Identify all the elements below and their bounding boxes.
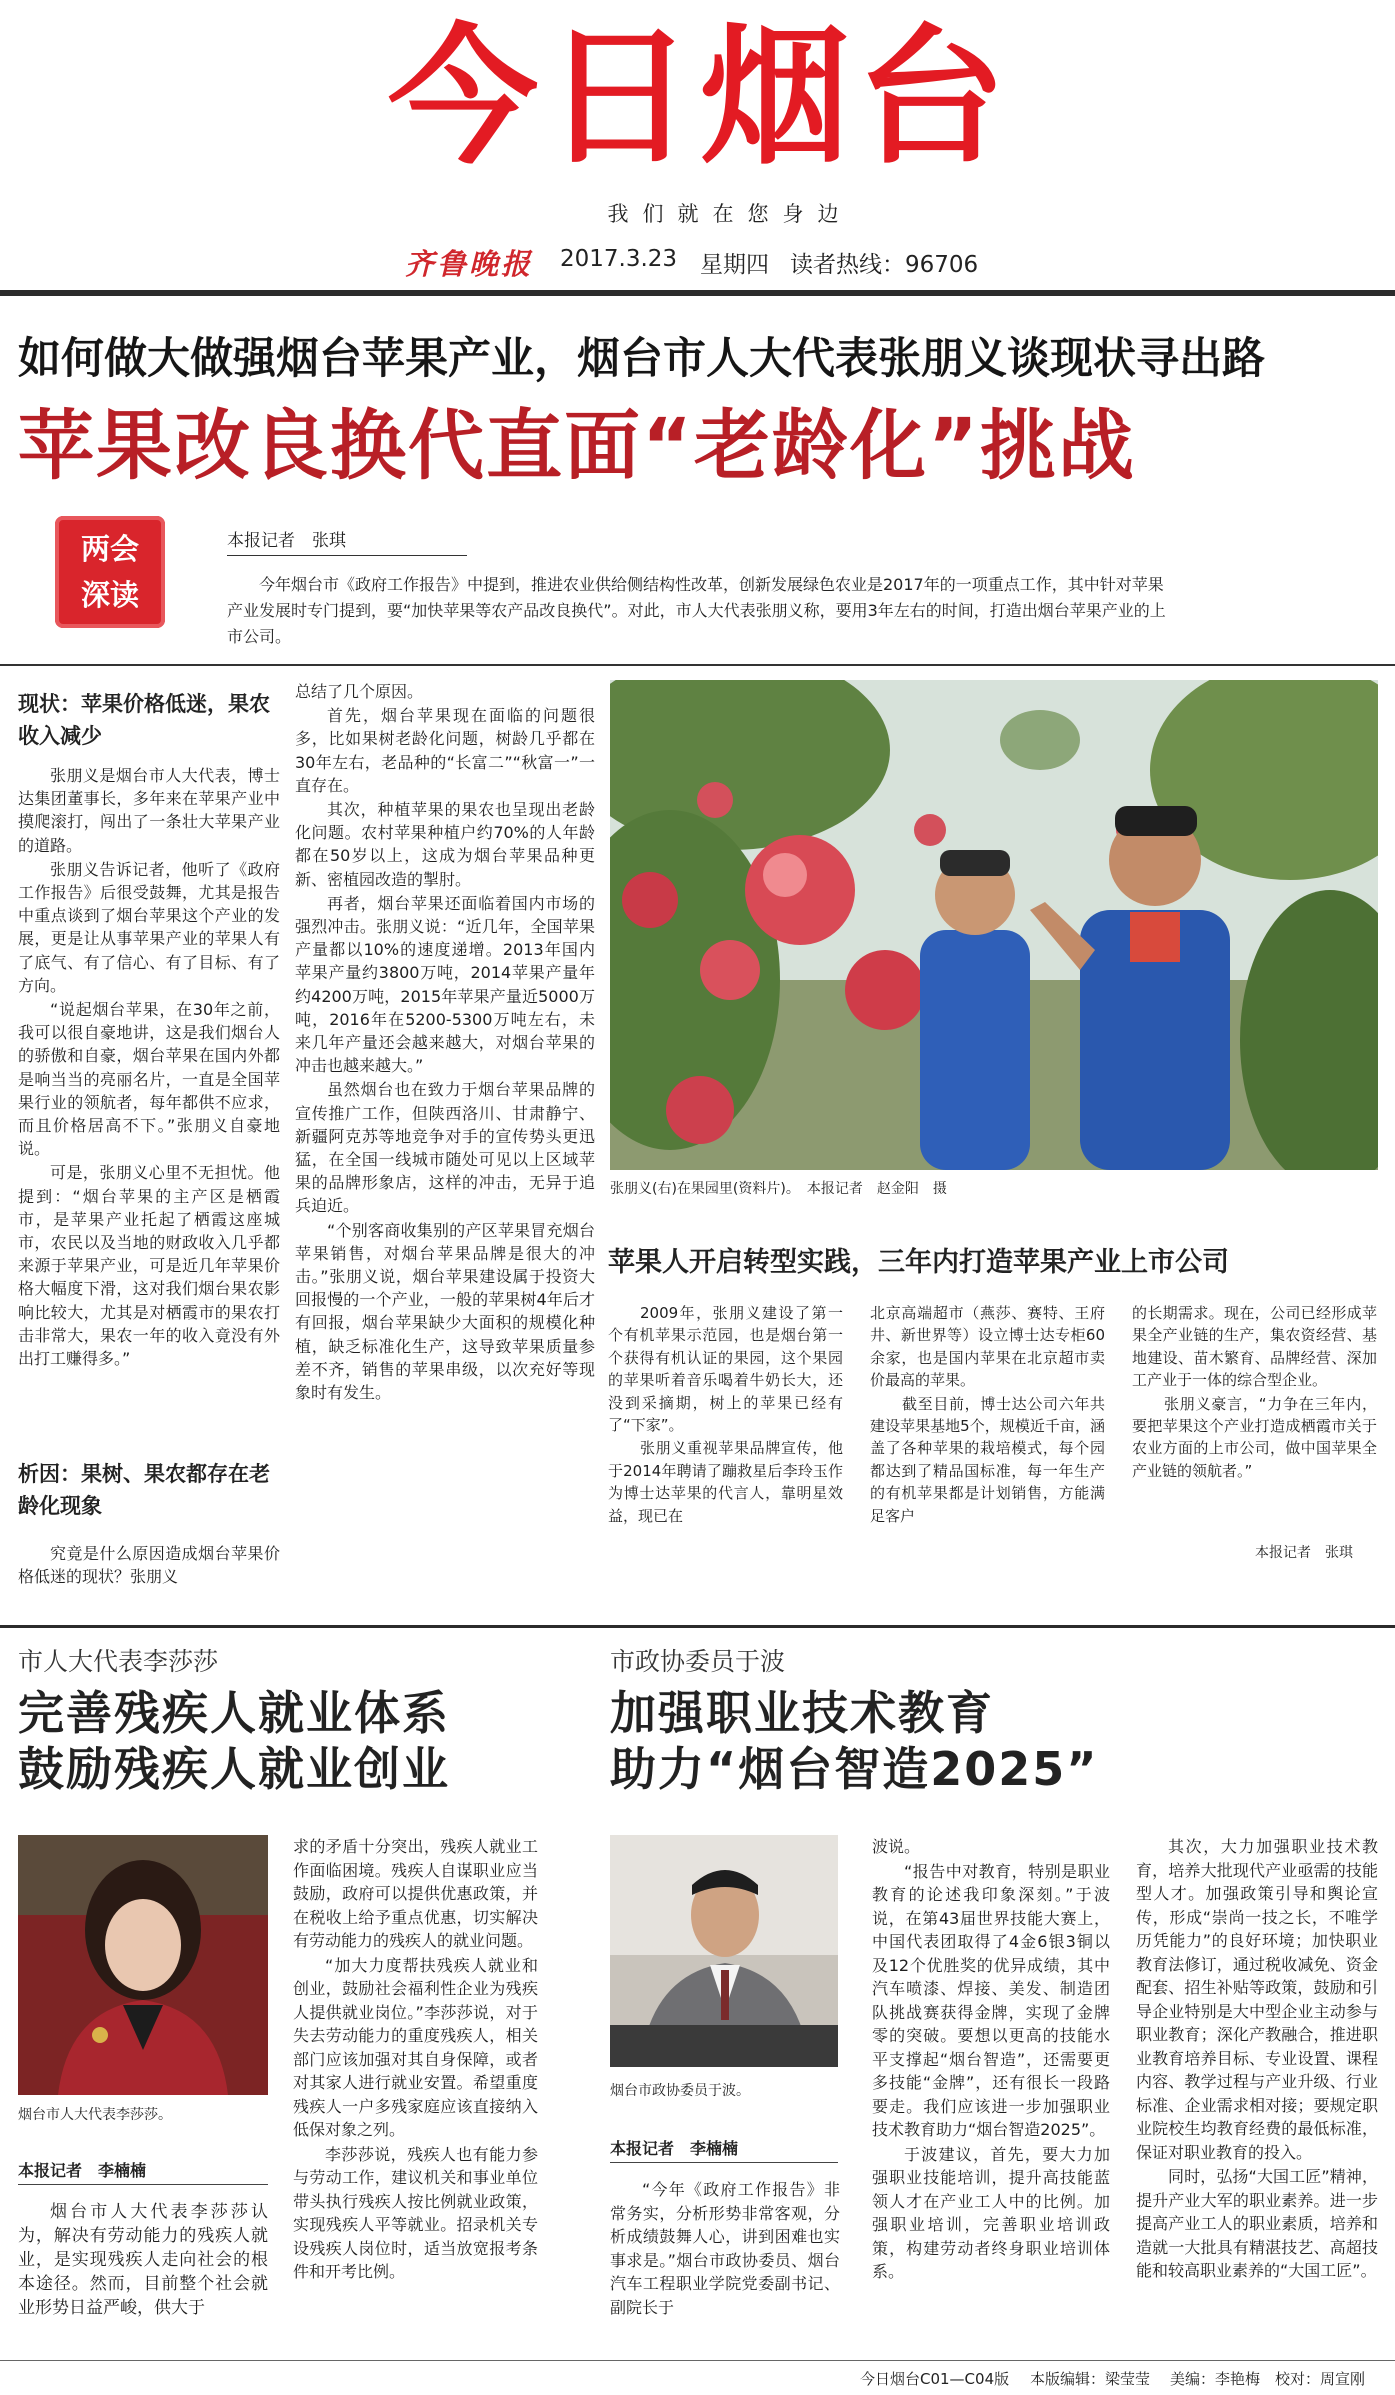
headline-line: 完善残疾人就业体系: [18, 1686, 450, 1740]
paragraph: 张朋义豪言，“力争在三年内，要把苹果这个产业打造成栖霞市关于农业方面的上市公司，做中国苹果全产业链的领航者。”: [1132, 1394, 1377, 1480]
paragraph: 求的矛盾十分突出，残疾人就业工作面临困境。残疾人自谋职业应当鼓励，政府可以提供优惠政策，并在税收上给予重点优惠，切实解决有劳动能力的残疾人的就业问题。: [293, 1837, 538, 1950]
paragraph: “报告中对教育，特别是职业教育的论述我印象深刻。”于波说，在第43届世界技能大赛上，中国代表团取得了4金6银3铜以及12个优胜奖的优异成绩，其中汽车喷漆、焊接、美发、制造团队挑战赛获得金牌，实现了金牌零的突破。要想以更高的技能水平支撑起“烟台智造”，还需要更多技能“金牌”，还有很长一段路要走。我们应该进一步加强职业技术教育助力“烟台智造2025”。: [872, 1861, 1110, 2139]
story-left-byline: 本报记者 李楠楠: [18, 2158, 268, 2185]
paragraph: 究竟是什么原因造成烟台苹果价格低迷的现状？张朋义: [18, 1544, 280, 1587]
story-left-tag: 市人大代表李莎莎: [18, 1647, 219, 1676]
subhead-analysis: 析因：果树、果农都存在老龄化现象: [18, 1462, 270, 1518]
footer-edition: 今日烟台C01—C04版: [860, 2370, 1010, 2388]
masthead: [0, 0, 1395, 300]
paragraph: 北京高端超市（燕莎、赛特、王府井、新世界等）设立博士达专柜60余家，也是国内苹果在北京超市卖价最高的苹果。: [870, 1304, 1105, 1390]
story-left-column-2: [293, 1835, 538, 2285]
story-left-column-1: [18, 2200, 268, 2321]
story-right-tag: 市政协委员于波: [610, 1647, 786, 1676]
issue-weekday: 星期四: [700, 252, 769, 278]
paragraph: 于波建议，首先，要大力加强职业技能培训，提升高技能蓝领人才在产业工人中的比例。加强职业培训，完善职业培训政策，构建劳动者终身职业培训体系。: [872, 2144, 1110, 2281]
lead-intro: 今年烟台市《政府工作报告》中提到，推进农业供给侧结构性改革，创新发展绿色农业是2017年的一项重点工作，其中针对苹果产业发展时专门提到，要“加快苹果等农产品改良换代”。对此，市人大代表张朋义称，要用3年左右的时间，打造出烟台苹果产业的上市公司。: [227, 575, 1166, 646]
parent-paper-name: 齐鲁晚报: [405, 247, 534, 281]
seal-line-1: 两会: [80, 532, 139, 566]
lead-column-3: [608, 1302, 843, 1528]
paragraph: 张朋义重视苹果品牌宣传，他于2014年聘请了蹦救星后李玲玉作为博士达苹果的代言人，靠明星效益，现已在: [608, 1439, 843, 1525]
paragraph: 再者，烟台苹果还面临着国内市场的强烈冲击。张朋义说：“近几年，全国苹果产量都以10%的速度递增。2013年国内苹果产量约3800万吨，2014苹果产量年约4200万吨，2015年苹果产量近5000万吨，2016年在5200-5300万吨左右，未来几年产量还会越来越大，对烟台苹果的冲击也越来越大。”: [295, 893, 595, 1076]
left-photo-caption: 烟台市人大代表李莎莎。: [18, 2107, 172, 2123]
paragraph: 总结了几个原因。: [295, 682, 424, 701]
story-right-byline: 本报记者 李楠楠: [610, 2136, 838, 2163]
paragraph: 截至目前，博士达公司六年共建设苹果基地5个，规模近千亩，涵盖了各种苹果的栽培模式，每个园都达到了精品国标准，每一年生产的有机苹果都是计划销售，方能满足客户: [870, 1394, 1105, 1525]
paragraph: 李莎莎说，残疾人也有能力参与劳动工作，建议机关和事业单位带头执行残疾人按比例就业政策，实现残疾人平等就业。招录机关专设残疾人岗位时，适当放宽报考条件和开考比例。: [293, 2144, 538, 2281]
lead-intro-divider: [0, 664, 1395, 666]
paragraph: 同时，弘扬“大国工匠”精神，提升产业大军的职业素养。进一步提高产业工人的职业素质，培养和造就一大批具有精湛技艺、高超技能和较高职业素养的“大国工匠”。: [1136, 2167, 1378, 2280]
footer-proof: 校对：周宣刚: [1275, 2370, 1366, 2388]
paragraph: 其次，种植苹果的果农也呈现出老龄化问题。农村苹果种植户约70%的人年龄都在50岁以上，这成为烟台苹果品种更新、密植园改造的掣肘。: [295, 800, 595, 889]
section-divider: [0, 1625, 1395, 1628]
lead-column-2: [295, 680, 595, 1405]
portrait-li-shasha: [18, 1835, 268, 2095]
lead-byline: 本报记者 张琪: [227, 526, 467, 556]
lead-column-1-tail: [18, 1542, 280, 1589]
paragraph: 张朋义告诉记者，他听了《政府工作报告》后很受鼓舞，尤其是报告中重点谈到了烟台苹果这个产业的发展，更是让从事苹果产业的苹果人有了底气、有了信心、有了目标、有了方向。: [18, 859, 280, 995]
paragraph: 可是，张朋义心里不无担忧。他提到：“烟台苹果的主产区是栖霞市，是苹果产业托起了栖霞这座城市，农民以及当地的财政收入几乎都来源于苹果产业，可是近几年苹果价格大幅度下滑，这对我们烟台果农影响比较大，尤其是对栖霞市的果农打击非常大，果农一年的收入竟没有外出打工赚得多。”: [18, 1163, 280, 1369]
orchard-illustration: [610, 680, 1378, 1170]
lead-kicker: 如何做大做强烟台苹果产业，烟台市人大代表张朋义谈现状寻出路: [18, 334, 1265, 384]
seal-line-2: 深读: [80, 578, 139, 612]
headline-line: 助力“烟台智造2025”: [610, 1742, 1099, 1796]
headline-line: 加强职业技术教育: [610, 1686, 994, 1740]
portrait-illustration: [18, 1835, 268, 2095]
lead-column-1: [18, 764, 280, 1371]
newspaper-logo: 今日烟台: [387, 11, 1012, 185]
lead-end-byline: 本报记者 张琪: [1255, 1545, 1353, 1561]
section-seal: [55, 516, 165, 628]
portrait-yu-bo: [610, 1835, 838, 2067]
footer-divider: [0, 2360, 1395, 2361]
paragraph: “加大力度帮扶残疾人就业和创业，鼓励社会福利性企业为残疾人提供就业岗位。”李莎莎说，对于失去劳动能力的重度残疾人，相关部门应该加强对其自身保障，或者对其家人进行就业安置。希望重度残疾人一户多残家庭应该直接纳入低保对象之列。: [293, 1955, 538, 2139]
portrait-illustration: [610, 1835, 838, 2067]
masthead-divider: [0, 290, 1395, 296]
slogan: 我们就在您身边: [607, 202, 853, 226]
issue-date: 2017.3.23: [560, 246, 678, 272]
paragraph: 其次，大力加强职业技术教育，培养大批现代产业亟需的技能型人才。加强政策引导和舆论宣传，形成“崇尚一技之长，不唯学历凭能力”的良好环境；加快职业教育法修订，通过税收减免、资金配套、招生补贴等政策，鼓励和引导企业特别是大中型企业主动参与职业教育；深化产教融合，推进职业教育培养目标、专业设置、课程内容、教学过程与产业升级、行业标准、企业需求相对接；要规定职业院校生均教育经费的最低标准，保证对职业教育的投入。: [1136, 1837, 1378, 2162]
story-right-column-2: [872, 1835, 1110, 2285]
lead-column-4: [870, 1302, 1105, 1528]
paragraph: 波说。: [872, 1837, 921, 1856]
apple-orchard-photo: [610, 680, 1378, 1170]
paragraph: 虽然烟台也在致力于烟台苹果品牌的宣传推广工作，但陕西洛川、甘肃静宁、新疆阿克苏等地竞争对手的宣传势头更迅猛，在全国一线城市随处可见以上区域苹果的品牌形象店，这样的冲击，无异于追兵迫近。: [295, 1080, 595, 1216]
paragraph: “个别客商收集别的产区苹果冒充烟台苹果销售，对烟台苹果品牌是很大的冲击。”张朋义说，烟台苹果建设属于投资大回报慢的一个产业，一般的苹果树4年后才有回报，烟台苹果缺少大面积的规模化种植，缺乏标准化生产，这导致苹果质量参差不齐，销售的苹果串级，以次充好等现象时有发生。: [295, 1220, 595, 1403]
paragraph: 首先，烟台苹果现在面临的问题很多，比如果树老龄化问题，树龄几乎都在30年左右，老品种的“长富二”“秋富一”一直存在。: [295, 706, 595, 795]
story-right-headline: [610, 1685, 1099, 1797]
paragraph: “说起烟台苹果，在30年之前，我可以很自豪地讲，这是我们烟台人的骄傲和自豪，烟台苹果在国内外都是响当当的亮丽名片，一直是全国苹果行业的领航者，每年都供不应求，而且价格居高不下。”张朋义自豪地说。: [18, 1000, 280, 1159]
footer-editor: 本版编辑：梁莹莹: [1030, 2370, 1151, 2388]
story-right-column-3: [1136, 1835, 1378, 2284]
paragraph: 张朋义是烟台市人大代表，博士达集团董事长，多年来在苹果产业中摸爬滚打，闯出了一条壮大苹果产业的道路。: [18, 766, 280, 855]
footer-art: 美编：李艳梅: [1170, 2370, 1261, 2388]
story-right-column-1: [610, 2178, 840, 2320]
headline-line: 鼓励残疾人就业创业: [18, 1742, 450, 1796]
paragraph: 2009年，张朋义建设了第一个有机苹果示范园，也是烟台第一个获得有机认证的果园，这个果园的苹果听着音乐喝着牛奶长大，还没到采摘期，树上的苹果已经有了“下家”。: [608, 1304, 843, 1435]
paragraph: 烟台市人大代表李莎莎认为，解决有劳动能力的残疾人就业，是实现残疾人走向社会的根本途径。然而，目前整个社会就业形势日益严峻，供大于: [18, 2202, 268, 2318]
paragraph: “今年《政府工作报告》非常务实，分析形势非常客观，分析成绩鼓舞人心，讲到困难也实事求是。”烟台市政协委员、烟台汽车工程职业学院党委副书记、副院长于: [610, 2180, 840, 2317]
subhead-transformation: 苹果人开启转型实践，三年内打造苹果产业上市公司: [608, 1247, 1229, 1278]
subhead-status: 现状：苹果价格低迷，果农收入减少: [18, 692, 270, 748]
reader-hotline: 读者热线：96706: [790, 252, 979, 278]
lead-column-5: [1132, 1302, 1377, 1483]
paragraph: 的长期需求。现在，公司已经形成苹果全产业链的生产，集农资经营、基地建设、苗木繁育、品牌经营、深加工产业于一体的综合型企业。: [1132, 1304, 1377, 1390]
lead-headline: 苹果改良换代直面“老龄化”挑战: [18, 401, 1136, 490]
story-left-headline: [18, 1685, 450, 1797]
right-photo-caption: 烟台市政协委员于波。: [610, 2083, 750, 2099]
main-photo-caption: 张朋义(右)在果园里(资料片)。 本报记者 赵金阳 摄: [610, 1181, 947, 1197]
